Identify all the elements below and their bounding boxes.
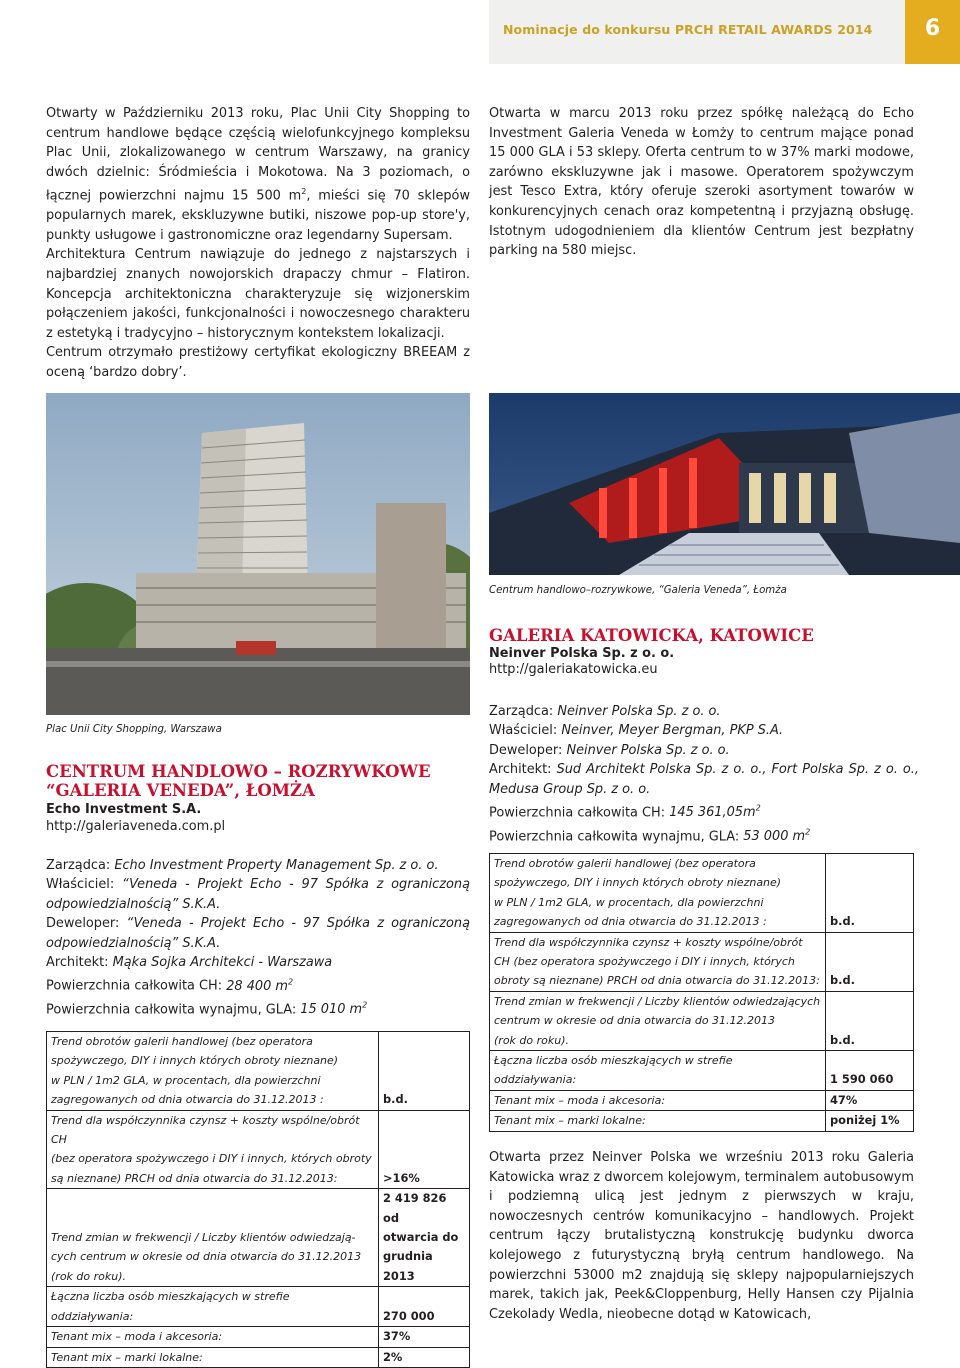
- veneda-intro: [489, 104, 914, 261]
- table-label-line: zagregowanych od dnia otwarcia do 31.12.2013 :: [494, 915, 767, 929]
- veneda-intro-paragraph: Otwarta w marcu 2013 roku przez spółkę należącą do Echo Investment Galeria Veneda w Łomży to centrum mające ponad 15 000 GLA i 53 sklepy. Oferta centrum to w 37% marki modowe, zarówno ekskluzywne jak i masowe. Operatorem spożywczym jest Tesco Extra, który oferuje szeroki asortyment towarów w konkurencyjnych cenach oraz kompetentną i przyjazną obsługę. Istotnym udogodnieniem dla klientów Centrum jest bezpłatny parking na 580 miejsc.: [489, 106, 914, 259]
- page-number: 6: [924, 16, 941, 41]
- veneda-url: http://galeriaveneda.com.pl: [46, 819, 226, 834]
- table-cell-value: [826, 854, 914, 933]
- table-label-line: Tenant mix – marki lokalne:: [494, 1114, 646, 1128]
- katowicka-company: Neinver Polska Sp. z o. o.: [489, 646, 675, 661]
- table-value-line: 2%: [383, 1349, 403, 1364]
- info-label: Architekt:: [489, 762, 557, 778]
- info-label: Powierzchnia całkowita wynajmu, GLA:: [489, 829, 744, 845]
- info-row: [489, 799, 919, 823]
- table-label-line: oddziaływania:: [494, 1073, 577, 1087]
- table-label-line: Trend zmian w frekwencji / Liczby klientów odwiedzają-: [51, 1231, 356, 1245]
- table-value-line: b.d.: [830, 1032, 855, 1047]
- info-label: Zarządca:: [46, 858, 115, 873]
- plac-unii-photo: [46, 393, 470, 715]
- table-value-line: 270 000: [383, 1308, 435, 1323]
- intro-paragraph-2: Architektura Centrum nawiązuje do jednego z najstarszych i najbardziej znanych nowojorskich drapaczy chmur – Flatiron. Koncepcja architektoniczna charakteryzuje się wizjonerskim połączeniem jakości, funkcjonalności i nowoczesnego charakteru z estetyką i tradycyjno – historycznym kontekstem lokalizacji.: [46, 247, 470, 341]
- info-row: [46, 953, 470, 972]
- table-cell-value: [379, 1287, 470, 1327]
- info-superscript: 2: [362, 1001, 368, 1011]
- table-label-line: zagregowanych od dnia otwarcia do 31.12.2013 :: [51, 1093, 324, 1107]
- table-cell-label: [490, 1090, 826, 1110]
- veneda-company: Echo Investment S.A.: [46, 802, 202, 817]
- info-value: Mąka Sojka Architekci - Warszawa: [112, 955, 333, 971]
- galeria-veneda-photo: [489, 393, 960, 575]
- table-value-line: poniżej 1%: [830, 1113, 900, 1128]
- table-label-line: Trend obrotów galerii handlowej (bez operatora: [51, 1035, 313, 1048]
- table-row: [490, 1111, 914, 1131]
- table-label-line: (bez operatora spożywczego i DIY i innych, których obroty: [51, 1152, 372, 1166]
- table-label-line: Trend dla współczynnika czynsz + koszty wspólne/obrót: [494, 935, 803, 949]
- table-label-line: Trend dla współczynnika czynsz + koszty wspólne/obrót CH: [51, 1113, 360, 1147]
- table-cell-label: [490, 1051, 826, 1091]
- table-label-line: spożywczego, DIY i innych których obroty nieznane): [51, 1054, 339, 1068]
- table-value-line: >16%: [383, 1170, 420, 1185]
- table-row: [47, 1287, 470, 1327]
- table-label-line: spożywczego, DIY i innych których obroty nieznane): [494, 876, 782, 890]
- info-row: [489, 823, 919, 847]
- table-row: [47, 1327, 470, 1347]
- table-value-line: b.d.: [383, 1092, 408, 1107]
- table-value-line: 2 419 826 od: [383, 1191, 447, 1225]
- info-superscript: 2: [287, 977, 294, 987]
- table-label-line: Trend zmian w frekwencji / Liczby klientów odwiedzających: [494, 994, 821, 1008]
- table-row: [47, 1189, 470, 1287]
- table-row: [490, 991, 914, 1050]
- veneda-title-line-2: “GALERIA VENEDA”, ŁOMŻA: [46, 781, 315, 800]
- table-cell-label: [490, 991, 826, 1050]
- katowicka-info-list: [489, 702, 919, 846]
- table-cell-value: [826, 991, 914, 1050]
- table-label-line: są nieznane) PRCH od dnia otwarcia do 31.12.2013:: [51, 1171, 338, 1185]
- info-label: Powierzchnia całkowita CH:: [46, 978, 227, 994]
- katowicka-body: [489, 1148, 914, 1324]
- info-row: [489, 721, 919, 740]
- table-row: [47, 1110, 470, 1189]
- intro-paragraph-1: Otwarty w Październiku 2013 roku, Plac Unii City Shopping to centrum handlowe będące częścią wielofunkcyjnego kompleksu Plac Unii, zlokalizowanego w centrum Warszawy, na granicy dwóch dzielnic: Śródmieścia i Mokotowa. Na 3 poziomach, o łącznej powierzchni najmu 15 500 $m^2$, mieści się 70 sklepów popularnych marek, ekskluzywne butiki, niszowe pop-up store'y, punkty usługowe i gastronomiczne oraz legendarny Supersam.: [46, 106, 470, 243]
- table-cell-label: [47, 1287, 379, 1327]
- table-label-line: oddziaływania:: [51, 1309, 134, 1323]
- table-cell-value: [379, 1347, 470, 1367]
- table-label-line: Łączna liczba osób mieszkających w strefie: [51, 1290, 290, 1304]
- info-row: [46, 972, 470, 996]
- katowicka-title: GALERIA KATOWICKA, KATOWICE: [489, 626, 814, 645]
- table-cell-label: [47, 1110, 379, 1189]
- info-row: [46, 996, 470, 1020]
- table-row: [47, 1347, 470, 1367]
- info-value: Neinver Polska Sp. z o. o.: [566, 742, 730, 758]
- plac-unii-intro: [46, 104, 470, 383]
- info-superscript: 2: [755, 804, 761, 814]
- info-value: Sud Architekt Polska Sp. z o. o., Fort Polska Sp. z o. o., Medusa Group Sp. z o. o.: [489, 762, 919, 797]
- info-value: “Veneda - Projekt Echo - 97 Spółka z ograniczoną odpowiedzialnością” S.K.A.: [46, 877, 470, 912]
- katowicka-body-paragraph: Otwarta przez Neinver Polska we wrześniu 2013 roku Galeria Katowicka wraz z dworcem kolejowym, terminalem autobusowym i podziemną ulicą jest jednym z pierwszych w kraju, nowoczesnych centrów komunikacyjno – handlowych. Projekt centrum łączy brutalistyczną konstrukcję budynku dworca kolejowego z futurystyczną bryłą centrum handlowego. Na powierzchni 53000 m2 znajdują się sklepy najpopularniejszych marek, takich jak, Peek&Cloppenburg, Helly Hansen czy Pijalnia Czekolady Wedla, nieobecne dotąd w Katowicach,: [489, 1150, 914, 1322]
- veneda-info-list: [46, 856, 470, 1020]
- info-label: Powierzchnia całkowita wynajmu, GLA:: [46, 1002, 301, 1018]
- table-row: [490, 1051, 914, 1091]
- table-cell-value: [826, 1090, 914, 1110]
- table-label-line: Tenant mix – moda i akcesoria:: [51, 1330, 223, 1344]
- table-cell-label: [47, 1189, 379, 1287]
- table-value-line: 47%: [830, 1092, 858, 1107]
- info-label: Zarządca:: [489, 704, 558, 719]
- table-cell-label: [47, 1327, 379, 1347]
- table-cell-label: [47, 1032, 379, 1111]
- info-label: Powierzchnia całkowita CH:: [489, 805, 670, 821]
- table-value-line: grudnia 2013: [383, 1249, 433, 1283]
- table-label-line: Trend obrotów galerii handlowej (bez operatora: [494, 857, 756, 870]
- veneda-heading-block: [46, 762, 476, 834]
- caption-plac-unii: Plac Unii City Shopping, Warszawa: [46, 724, 222, 735]
- katowicka-kpi-table: [489, 853, 914, 1132]
- table-cell-value: [826, 1111, 914, 1131]
- table-row: [490, 1090, 914, 1110]
- header-title: Nominacje do konkursu PRCH RETAIL AWARDS 2014: [503, 22, 873, 37]
- table-cell-value: [826, 932, 914, 991]
- info-row: [46, 875, 470, 914]
- table-label-line: w PLN / 1m2 GLA, w procentach, dla powierzchni: [51, 1073, 321, 1087]
- table-value-line: 37%: [383, 1329, 411, 1344]
- info-row: [46, 914, 470, 953]
- table-cell-label: [490, 1111, 826, 1131]
- info-value: 15 010 $m^2$: [300, 1001, 368, 1018]
- table-cell-value: [379, 1189, 470, 1287]
- table-value-line: 1 590 060: [830, 1072, 894, 1087]
- intro-paragraph-3: Centrum otrzymało prestiżowy certyfikat ekologiczny BREEAM z oceną ‘bardzo dobry’.: [46, 345, 470, 381]
- table-row: [490, 932, 914, 991]
- table-label-line: (rok do roku).: [51, 1269, 127, 1283]
- table-value-line: b.d.: [830, 914, 855, 929]
- info-value: 28 400 $m^2$: [226, 977, 294, 994]
- katowicka-heading-block: [489, 626, 919, 677]
- table-cell-value: [826, 1051, 914, 1091]
- info-label: Właściciel:: [489, 723, 562, 739]
- katowicka-url: http://galeriakatowicka.eu: [489, 662, 658, 677]
- info-label: Architekt:: [46, 955, 113, 971]
- table-label-line: Tenant mix – moda i akcesoria:: [494, 1093, 666, 1107]
- info-value: 145 $361,05m^2$: [669, 804, 761, 821]
- table-value-line: b.d.: [830, 973, 855, 988]
- table-label-line: (rok do roku).: [494, 1033, 570, 1047]
- table-cell-label: [490, 932, 826, 991]
- table-label-line: Łączna liczba osób mieszkających w strefie: [494, 1054, 733, 1068]
- table-label-line: cych centrum w okresie od dnia otwarcia do 31.12.2013: [51, 1250, 362, 1264]
- table-row: [47, 1032, 470, 1111]
- info-value: Echo Investment Property Management Sp. z o. o.: [114, 858, 439, 873]
- info-superscript: 2: [805, 827, 811, 837]
- page-number-box: [905, 0, 960, 64]
- caption-galeria-veneda: Centrum handlowo–rozrywkowe, “Galeria Veneda”, Łomża: [489, 585, 787, 596]
- header-bar: [489, 0, 905, 64]
- table-cell-label: [490, 854, 826, 933]
- info-row: [489, 760, 919, 799]
- info-label: Właściciel:: [46, 877, 122, 893]
- info-label: Deweloper:: [46, 916, 127, 932]
- table-label-line: centrum w okresie od dnia otwarcia do 31.12.2013: [494, 1014, 776, 1028]
- table-label-line: w PLN / 1m2 GLA, w procentach, dla powierzchni: [494, 895, 764, 909]
- info-row: [489, 741, 919, 760]
- info-value: Neinver, Meyer Bergman, PKP S.A.: [561, 723, 784, 739]
- table-row: [490, 854, 914, 933]
- info-row: [46, 856, 470, 875]
- table-cell-value: [379, 1032, 470, 1111]
- veneda-title-line-1: CENTRUM HANDLOWO – ROZRYWKOWE: [46, 762, 431, 781]
- table-cell-label: [47, 1347, 379, 1367]
- info-row: [489, 702, 919, 721]
- table-cell-value: [379, 1327, 470, 1347]
- info-value: 53 000 $m^2$: [743, 827, 811, 845]
- table-label-line: CH (bez operatora spożywczego i DIY i innych, których: [494, 955, 795, 969]
- table-value-line: otwarcia do: [383, 1230, 459, 1245]
- table-cell-value: [379, 1110, 470, 1189]
- veneda-kpi-table: [46, 1031, 470, 1368]
- table-label-line: Tenant mix – marki lokalne:: [51, 1350, 203, 1364]
- table-label-line: obroty są nieznane) PRCH od dnia otwarcia do 31.12.2013:: [494, 974, 820, 988]
- info-value: “Veneda - Projekt Echo - 97 Spółka z ograniczoną odpowiedzialnością” S.K.A.: [46, 916, 470, 951]
- info-value: Neinver Polska Sp. z o. o.: [557, 704, 721, 719]
- info-label: Deweloper:: [489, 742, 567, 758]
